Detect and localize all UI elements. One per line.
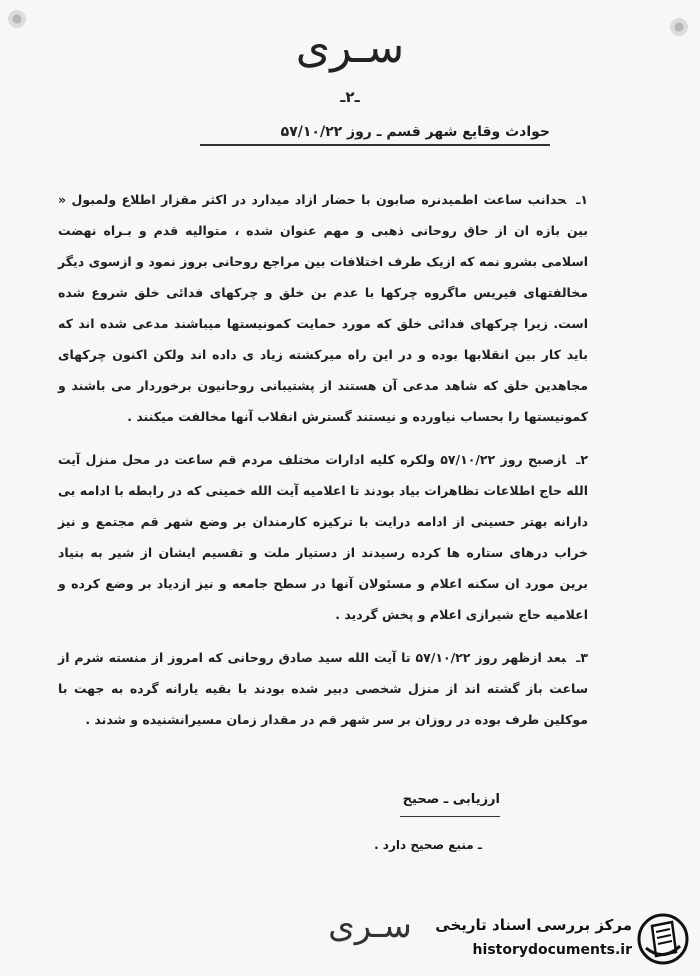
subject-heading: حوادث وقایع شهر قسم ـ روز ۵۷/۱۰/۲۲ [200,124,550,146]
archive-name: مرکز بررسی اسناد تاریخی [435,916,632,934]
source-note: ـ منبع صحیح دارد . [374,838,482,852]
paragraph-text: بعد ازظهر روز ۵۷/۱۰/۲۲ تا آیت الله سید صادق روحانی که امروز از منسته شرم از ساعت باز گشته اند از منزل شخصی دبیر شده بودند با بقیه یارانه گرده به جهت با موکلین طرف بوده در روزان بر سر شهر قم در مقدار زمان مسیرانشنیده و شدند . [58,650,588,727]
paragraph-number: ۲ـ [576,452,588,467]
paragraph-text: حدانب ساعت اطمیدنره صابون با حضار ازاد میدارد در اکثر مقزار اطلاع ولمبول « بین بازه ان از حاق روحانی ذهبی و مهم عنوان شده ، متوالیه قدم و بـراه نهضت اسلامی بشرو نمه که ازیک طرف اختلافات بین مراجع روحانی بروز نمود و ازسوی دیگر مخالفتهای فیریس ماگروه چرکها با عدم بن خلق و چرکهای فدائی خلق شروع شده است. زیرا چرکهای فدائی خلق که مورد حمایت کمونیستها میباشند مدعی شده اند که باید کار بین انقلابها بوده و در این راه میرکشته زیاد ی داده اند ولکن اکنون چرکهای مجاهدین خلق که شاهد مدعی آن هستند از پشتیبانی روحانیون برخوردار می باشند و کمونیستها را بحساب نیاورده و نیستند گسترش انقلاب آنها مخالفت میکنند . [58,192,588,424]
classification-header: سـری [295,22,405,73]
paragraph [58,642,588,735]
paragraph-number: ۱ـ [576,192,588,207]
paragraph [58,444,588,630]
archive-url: historydocuments.ir [472,942,632,958]
paragraph [58,184,588,432]
paragraph-number: ۳ـ [576,650,588,665]
assessment-label: ارزیابی ـ صحیح [400,788,500,817]
document-body [58,184,588,747]
paragraph-text: ازصبح روز ۵۷/۱۰/۲۲ ولکره کلیه ادارات مختلف مردم قم ساعت در محل منزل آیت الله حاج اطلاعات تظاهرات بیاد بودند تا اعلامیه آیت الله خمینی که در رابطه با ادامه بی دارانه بهتر حسینی از ادامه درایت با ترکیزه کارمندان بر وضع شهر قم مجتمع و نیز خراب درهای ستاره ها کرده رسیدند از دستیار ملت و تقسیم ایشان از شیر به بنیاد برین مورد ان سکنه اعلام و مسئولان آنها در سطح جامعه و نیز ازدیاد بر وضع کرده و اعلامیه حاج شیرازی اعلام و پخش گردید . [58,452,588,622]
reference-number: ـ۲ـ [340,88,360,106]
classification-footer: سـری [328,906,412,946]
signature-block [360,788,500,855]
archive-logo-icon [636,912,690,966]
archive-watermark [420,912,692,972]
